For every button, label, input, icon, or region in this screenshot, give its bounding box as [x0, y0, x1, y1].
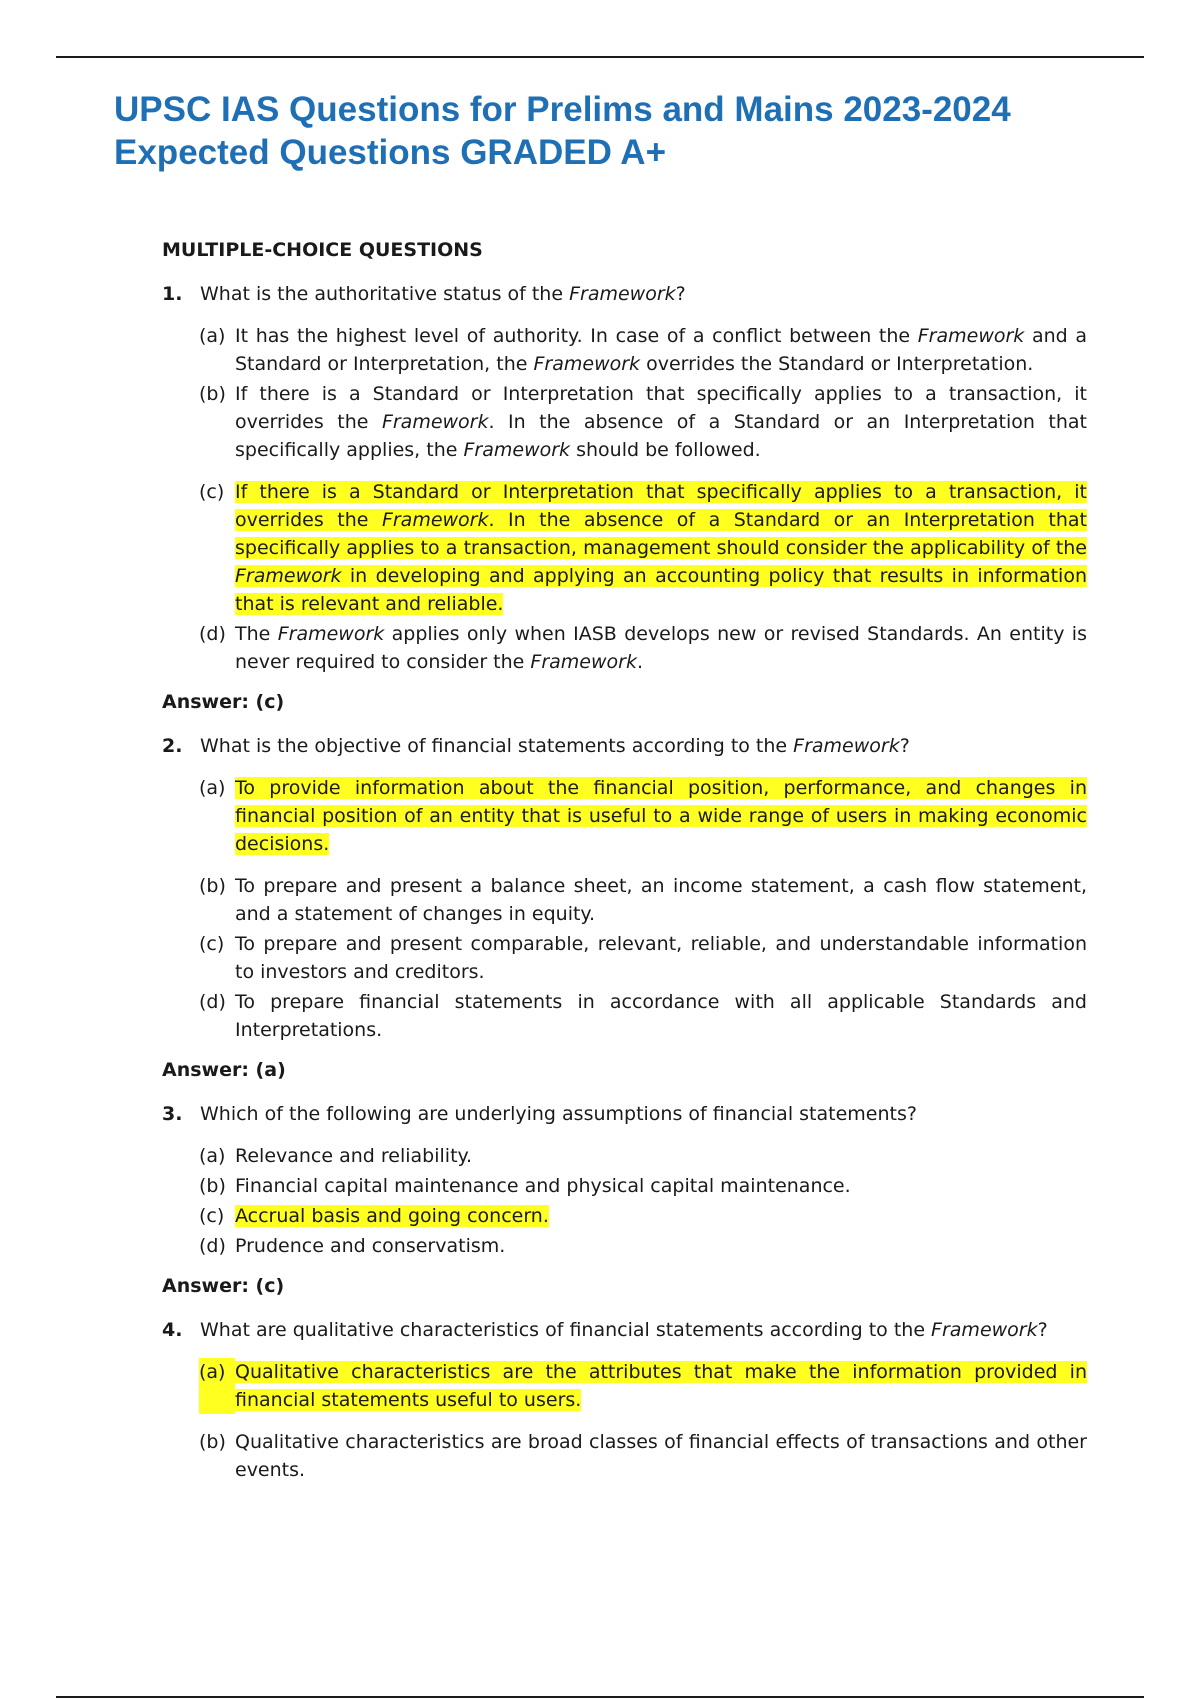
document-title — [114, 88, 1074, 174]
question-3 — [162, 1100, 1087, 1128]
option-a-highlighted: (a) Qualitative characteristics are the attributes that make the information provided in financial statements useful to users. — [199, 1358, 1087, 1414]
question-2 — [162, 732, 1087, 760]
option-a: (a) It has the highest level of authority. In case of a conflict between the Framework and a Standard or Interpretation, the Framework overrides the Standard or Interpretation. — [199, 325, 1087, 375]
option-a: (a) Relevance and reliability. — [199, 1145, 473, 1167]
option-b: (b) To prepare and present a balance sheet, an income statement, a cash flow statement, and a statement of changes in equity. — [199, 875, 1087, 925]
option-b: (b) If there is a Standard or Interpretation that specifically applies to a transaction, it overrides the Framework. In the absence of a Standard or an Interpretation that specifically applies, the Framework should be followed. — [199, 383, 1087, 461]
option-d: (d) The Framework applies only when IASB develops new or revised Standards. An entity is never required to consider the Framework. — [199, 623, 1087, 673]
answer-q3: Answer: (c) — [162, 1275, 285, 1297]
option-c-highlighted: (c) Accrual basis and going concern. — [199, 1205, 549, 1227]
option-d: (d) To prepare financial statements in accordance with all applicable Standards and Interpretations. — [199, 991, 1087, 1041]
top-rule — [56, 56, 1144, 58]
question-text: What are qualitative characteristics of financial statements according to the Framework? — [200, 1319, 1048, 1341]
question-number: 1. — [162, 283, 183, 305]
section-heading: MULTIPLE-CHOICE QUESTIONS — [162, 239, 483, 261]
option-d: (d) Prudence and conservatism. — [199, 1235, 506, 1257]
bottom-rule — [56, 1696, 1144, 1698]
options-q3 — [199, 1142, 1087, 1260]
option-b: (b) Financial capital maintenance and physical capital maintenance. — [199, 1175, 851, 1197]
question-4 — [162, 1316, 1087, 1344]
question-number: 2. — [162, 735, 183, 757]
answer-q1: Answer: (c) — [162, 691, 285, 713]
option-c-highlighted: (c) If there is a Standard or Interpretation that specifically applies to a transaction, it overrides the Framework. In the absence of a Standard or an Interpretation that specifically applies to a transaction, management should consider the applicability of the Framework in developing and applying an accounting policy that results in information that is relevant and reliable. — [199, 481, 1087, 615]
highlight: To provide information about the financial position, performance, and changes in financial position of an entity that is useful to a wide range of users in making economic decisions. — [235, 777, 1087, 855]
title-line-1: UPSC IAS Questions for Prelims and Mains 2023-2024 — [114, 90, 1011, 129]
question-number: 4. — [162, 1319, 183, 1341]
question-text: What is the objective of financial statements according to the Framework? — [200, 735, 910, 757]
options-q4 — [199, 1358, 1087, 1484]
question-text: What is the authoritative status of the Framework? — [200, 283, 686, 305]
answer-q2: Answer: (a) — [162, 1059, 286, 1081]
question-1 — [162, 280, 1087, 308]
highlight: Accrual basis and going concern. — [235, 1205, 549, 1227]
document-body — [162, 236, 1087, 1486]
question-text: Which of the following are underlying assumptions of financial statements? — [200, 1103, 917, 1125]
question-number: 3. — [162, 1103, 183, 1125]
option-a-highlighted: (a) To provide information about the financial position, performance, and changes in financial position of an entity that is useful to a wide range of users in making economic decisions. — [199, 777, 1087, 855]
option-c: (c) To prepare and present comparable, relevant, reliable, and understandable information to investors and creditors. — [199, 933, 1087, 983]
option-b: (b) Qualitative characteristics are broad classes of financial effects of transactions and other events. — [199, 1431, 1087, 1481]
highlight: Qualitative characteristics are the attributes that make the information provided in financial statements useful to users. — [235, 1361, 1087, 1411]
highlight: If there is a Standard or Interpretation that specifically applies to a transaction, it overrides the Framework. In the absence of a Standard or an Interpretation that specifically applies to a transaction, management should consider the applicability of the Framework in developing and applying an accounting policy that results in information that is relevant and reliable. — [235, 481, 1087, 615]
options-q2 — [199, 774, 1087, 1044]
options-q1 — [199, 322, 1087, 676]
title-line-2: Expected Questions GRADED A+ — [114, 133, 667, 172]
